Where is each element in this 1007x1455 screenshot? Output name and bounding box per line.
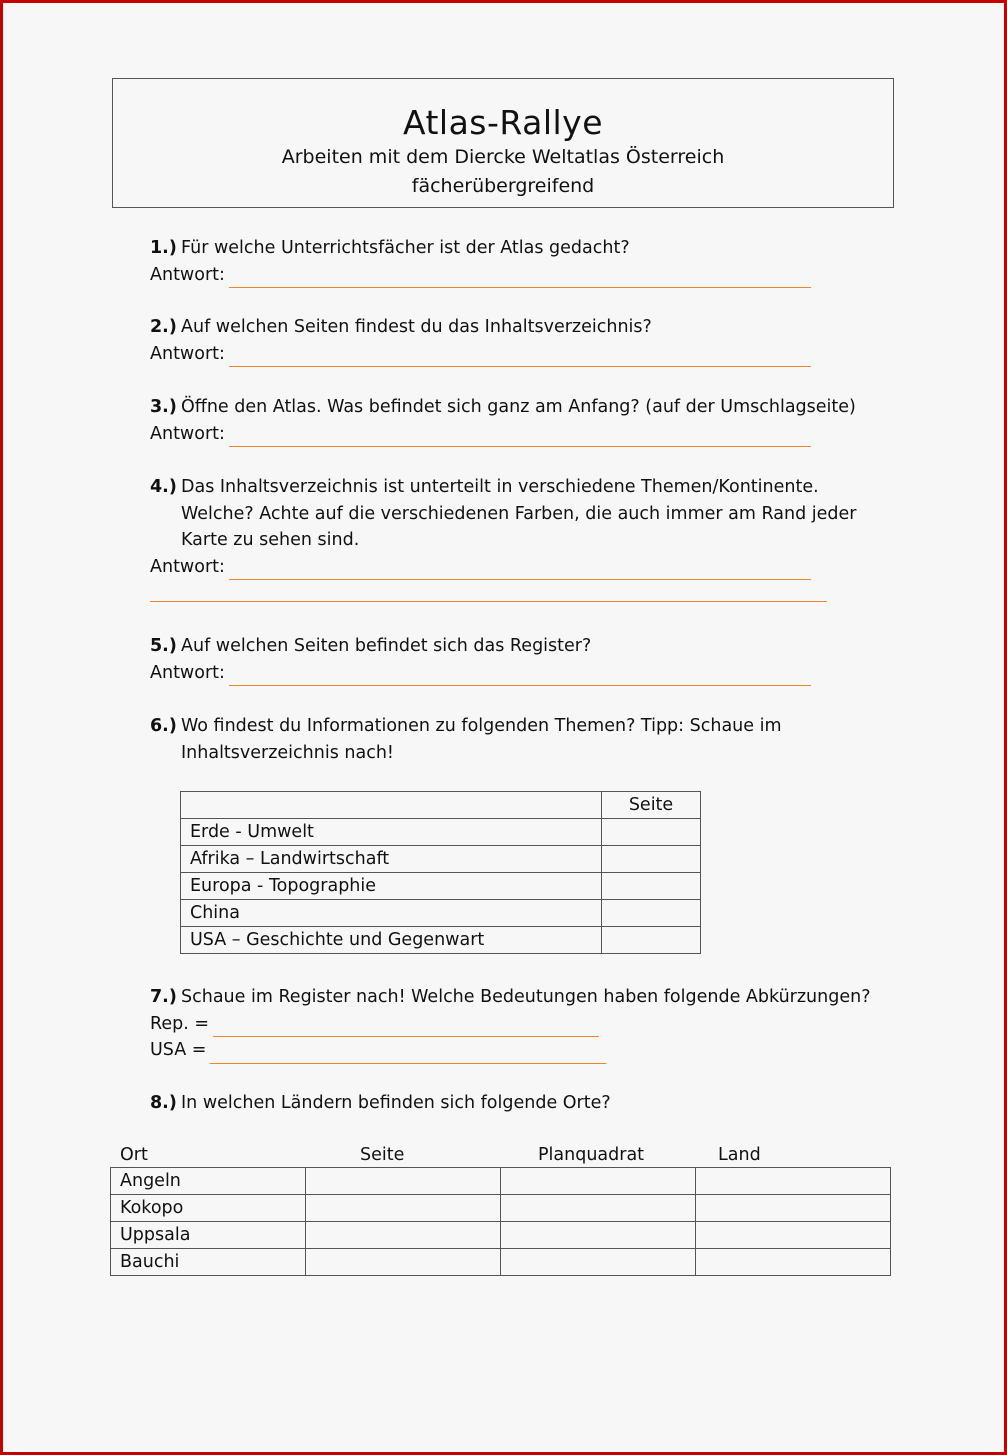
table-row bbox=[111, 1249, 891, 1276]
answer-line[interactable] bbox=[229, 428, 811, 447]
place-cell: Bauchi bbox=[111, 1249, 306, 1276]
question-number: 2.) bbox=[150, 317, 177, 337]
page-input-cell[interactable] bbox=[306, 1249, 501, 1276]
grid-square-input-cell[interactable] bbox=[501, 1168, 696, 1195]
country-input-cell[interactable] bbox=[696, 1222, 891, 1249]
topics-table bbox=[180, 791, 701, 954]
topic-cell: China bbox=[181, 900, 602, 927]
question-text: Für welche Unterrichtsfächer ist der Atlas gedacht? bbox=[181, 238, 630, 258]
question-text-line-2: Inhaltsverzeichnis nach! bbox=[181, 742, 394, 763]
question-3 bbox=[150, 394, 910, 447]
question-text: Schaue im Register nach! Welche Bedeutungen haben folgende Abkürzungen? bbox=[181, 987, 871, 1007]
answer-row bbox=[150, 554, 910, 581]
topic-cell: USA – Geschichte und Gegenwart bbox=[181, 927, 602, 954]
page-input-cell[interactable] bbox=[306, 1168, 501, 1195]
place-cell: Uppsala bbox=[111, 1222, 306, 1249]
question-8 bbox=[150, 1090, 910, 1117]
answer-line-extra[interactable] bbox=[150, 601, 827, 602]
answer-line[interactable] bbox=[213, 1018, 599, 1037]
place-cell: Angeln bbox=[111, 1168, 306, 1195]
column-header: Ort bbox=[120, 1145, 148, 1165]
places-table-header bbox=[110, 1145, 890, 1167]
answer-label: Antwort: bbox=[150, 264, 225, 285]
topic-cell: Europa - Topographie bbox=[181, 873, 602, 900]
country-input-cell[interactable] bbox=[696, 1249, 891, 1276]
answer-row bbox=[150, 341, 910, 368]
table-row bbox=[181, 873, 701, 900]
page-subtitle: Arbeiten mit dem Diercke Weltatlas Österreich bbox=[281, 146, 725, 168]
table-row bbox=[111, 1168, 891, 1195]
title-box bbox=[112, 78, 894, 208]
question-text-line-2: Welche? Achte auf die verschiedenen Farben, die auch immer am Rand jeder bbox=[181, 503, 857, 524]
answer-line[interactable] bbox=[229, 269, 811, 288]
question-2 bbox=[150, 314, 910, 367]
table-header-cell bbox=[181, 792, 602, 819]
question-number: 7.) bbox=[150, 987, 177, 1007]
table-row bbox=[181, 927, 701, 954]
answer-row bbox=[150, 262, 910, 289]
question-text-line-3: Karte zu sehen sind. bbox=[181, 530, 360, 550]
question-5 bbox=[150, 633, 910, 686]
answer-line[interactable] bbox=[229, 667, 811, 686]
page-input-cell[interactable] bbox=[602, 873, 701, 900]
table-row bbox=[111, 1222, 891, 1249]
answer-line[interactable] bbox=[229, 561, 811, 580]
column-header: Land bbox=[718, 1145, 761, 1165]
question-number: 3.) bbox=[150, 397, 177, 417]
question-text-line-1: Wo findest du Informationen zu folgenden Themen? Tipp: Schaue im bbox=[181, 716, 782, 736]
answer-label: Antwort: bbox=[150, 556, 225, 577]
question-text: Öffne den Atlas. Was befindet sich ganz am Anfang? (auf der Umschlagseite) bbox=[181, 397, 856, 417]
question-number: 8.) bbox=[150, 1093, 177, 1113]
answer-label: Antwort: bbox=[150, 662, 225, 683]
answer-row bbox=[150, 660, 910, 687]
column-header: Planquadrat bbox=[538, 1145, 645, 1165]
abbreviation-row-rep bbox=[150, 1011, 910, 1038]
question-number: 1.) bbox=[150, 238, 177, 258]
country-input-cell[interactable] bbox=[696, 1195, 891, 1222]
question-number: 5.) bbox=[150, 636, 177, 656]
table-row bbox=[111, 1195, 891, 1222]
column-header: Seite bbox=[360, 1145, 405, 1165]
question-number: 4.) bbox=[150, 477, 177, 497]
question-number: 6.) bbox=[150, 716, 177, 736]
page-input-cell[interactable] bbox=[602, 900, 701, 927]
page-input-cell[interactable] bbox=[306, 1222, 501, 1249]
question-text-line-1: Das Inhaltsverzeichnis ist unterteilt in verschiedene Themen/Kontinente. bbox=[181, 477, 819, 497]
question-4 bbox=[150, 474, 910, 580]
answer-line[interactable] bbox=[210, 1045, 606, 1064]
question-1 bbox=[150, 235, 910, 288]
page-input-cell[interactable] bbox=[602, 927, 701, 954]
abbreviation-label: Rep. = bbox=[150, 1013, 210, 1034]
question-text: In welchen Ländern befinden sich folgende Orte? bbox=[181, 1093, 611, 1113]
question-7 bbox=[150, 984, 910, 1064]
country-input-cell[interactable] bbox=[696, 1168, 891, 1195]
worksheet-page bbox=[3, 3, 1004, 1452]
places-table bbox=[110, 1167, 891, 1276]
table-row bbox=[181, 846, 701, 873]
page-title: Atlas-Rallye bbox=[402, 103, 604, 142]
page-input-cell[interactable] bbox=[602, 819, 701, 846]
grid-square-input-cell[interactable] bbox=[501, 1249, 696, 1276]
table-row bbox=[181, 819, 701, 846]
answer-label: Antwort: bbox=[150, 343, 225, 364]
table-header-cell: Seite bbox=[602, 792, 701, 819]
page-subtitle-2: fächerübergreifend bbox=[411, 175, 595, 197]
page-input-cell[interactable] bbox=[306, 1195, 501, 1222]
grid-square-input-cell[interactable] bbox=[501, 1222, 696, 1249]
page-input-cell[interactable] bbox=[602, 846, 701, 873]
answer-line[interactable] bbox=[229, 348, 811, 367]
question-text: Auf welchen Seiten befindet sich das Register? bbox=[181, 636, 592, 656]
abbreviation-label: USA = bbox=[150, 1040, 207, 1060]
topic-cell: Erde - Umwelt bbox=[181, 819, 602, 846]
place-cell: Kokopo bbox=[111, 1195, 306, 1222]
grid-square-input-cell[interactable] bbox=[501, 1195, 696, 1222]
table-header-row bbox=[181, 792, 701, 819]
question-6 bbox=[150, 713, 910, 766]
question-text: Auf welchen Seiten findest du das Inhaltsverzeichnis? bbox=[181, 317, 652, 337]
answer-row bbox=[150, 421, 910, 448]
answer-label: Antwort: bbox=[150, 423, 225, 444]
abbreviation-row-usa bbox=[150, 1037, 910, 1064]
table-row bbox=[181, 900, 701, 927]
topic-cell: Afrika – Landwirtschaft bbox=[181, 846, 602, 873]
